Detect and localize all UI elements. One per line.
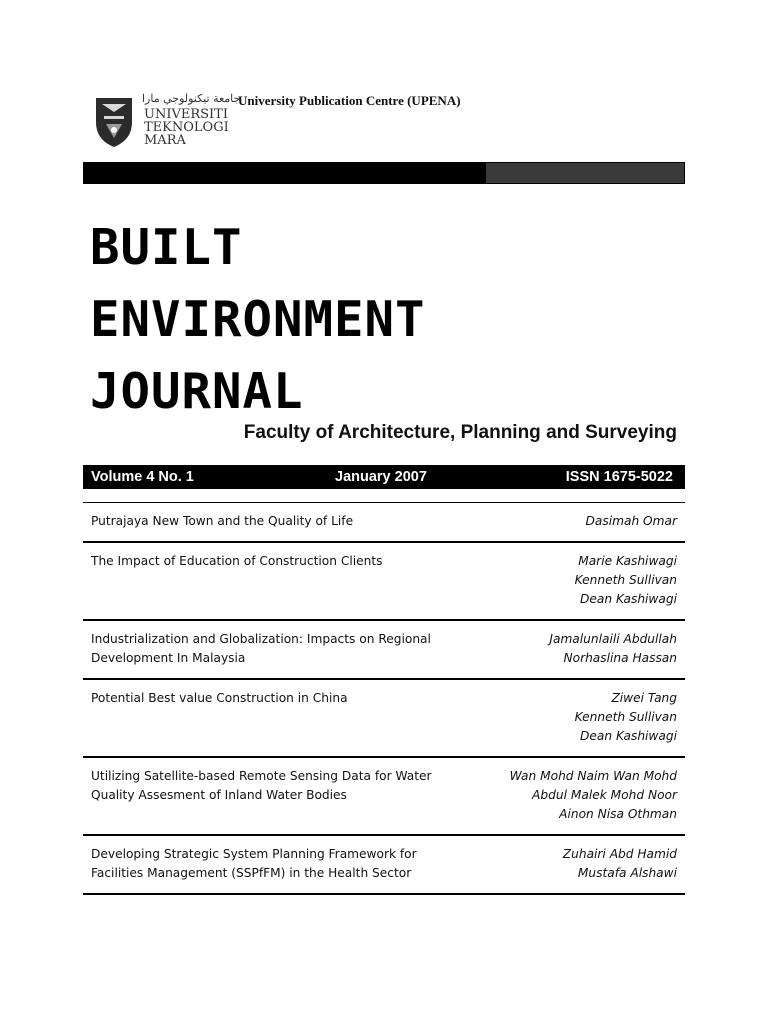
article-authors	[575, 552, 677, 609]
uitm-logo	[92, 92, 241, 150]
article-authors	[575, 689, 677, 746]
logo-line: TEKNOLOGI	[144, 120, 229, 135]
author: Wan Mohd Naim Wan Mohd	[509, 769, 677, 783]
issue-issn: ISSN 1675-5022	[565, 469, 673, 485]
logo-arabic-script: جامعة تيكنولوجي مارا	[142, 92, 241, 105]
toc-row	[83, 758, 685, 836]
author: Dean Kashiwagi	[580, 729, 677, 743]
logo-wordmark	[144, 108, 229, 147]
author: Kenneth Sullivan	[574, 710, 677, 724]
journal-title	[90, 212, 426, 428]
article-title: Utilizing Satellite-based Remote Sensing Data for Water Quality Assesment of Inland Water Bodies	[91, 769, 432, 802]
author: Abdul Malek Mohd Noor	[532, 788, 677, 802]
header-rule-grey	[485, 162, 685, 184]
article-title: The Impact of Education of Construction Clients	[91, 554, 383, 568]
author: Norhaslina Hassan	[563, 651, 677, 665]
author: Ainon Nisa Othman	[559, 807, 677, 821]
article-title: Developing Strategic System Planning Framework for Facilities Management (SSPfFM) in the Health Sector	[91, 847, 417, 880]
toc-row	[83, 543, 685, 621]
toc-row	[83, 680, 685, 758]
toc-row	[83, 503, 685, 543]
author: Ziwei Tang	[611, 691, 677, 705]
header-rule-bar	[83, 162, 685, 184]
journal-title-line: BUILT	[90, 219, 243, 276]
issue-bar	[83, 465, 685, 489]
author: Zuhairi Abd Hamid	[562, 847, 677, 861]
faculty-name: Faculty of Architecture, Planning and Surveying	[243, 422, 677, 443]
article-title: Potential Best value Construction in China	[91, 691, 348, 705]
author: Jamalunlaili Abdullah	[549, 632, 677, 646]
journal-title-line: JOURNAL	[90, 363, 304, 420]
publication-centre: University Publication Centre (UPENA)	[238, 93, 461, 108]
author: Kenneth Sullivan	[574, 573, 677, 587]
header-rule-black	[83, 162, 485, 184]
toc-row	[83, 836, 685, 895]
logo-line: MARA	[144, 133, 186, 148]
author: Dean Kashiwagi	[580, 592, 677, 606]
article-authors	[549, 630, 677, 668]
logo-line: UNIVERSITI	[144, 107, 228, 122]
toc-row	[83, 621, 685, 680]
journal-title-line: ENVIRONMENT	[90, 291, 426, 348]
article-title: Industrialization and Globalization: Impacts on Regional Development In Malaysia	[91, 632, 431, 665]
issue-date: January 2007	[335, 469, 427, 485]
article-title: Putrajaya New Town and the Quality of Life	[91, 514, 354, 528]
crest-icon	[92, 92, 136, 148]
article-authors	[510, 767, 677, 824]
author: Marie Kashiwagi	[578, 554, 677, 568]
article-authors	[563, 845, 677, 883]
author: Mustafa Alshawi	[577, 866, 677, 880]
issue-volume: Volume 4 No. 1	[91, 469, 194, 485]
article-authors	[586, 512, 677, 531]
table-of-contents	[83, 502, 685, 895]
author: Dasimah Omar	[585, 514, 677, 528]
